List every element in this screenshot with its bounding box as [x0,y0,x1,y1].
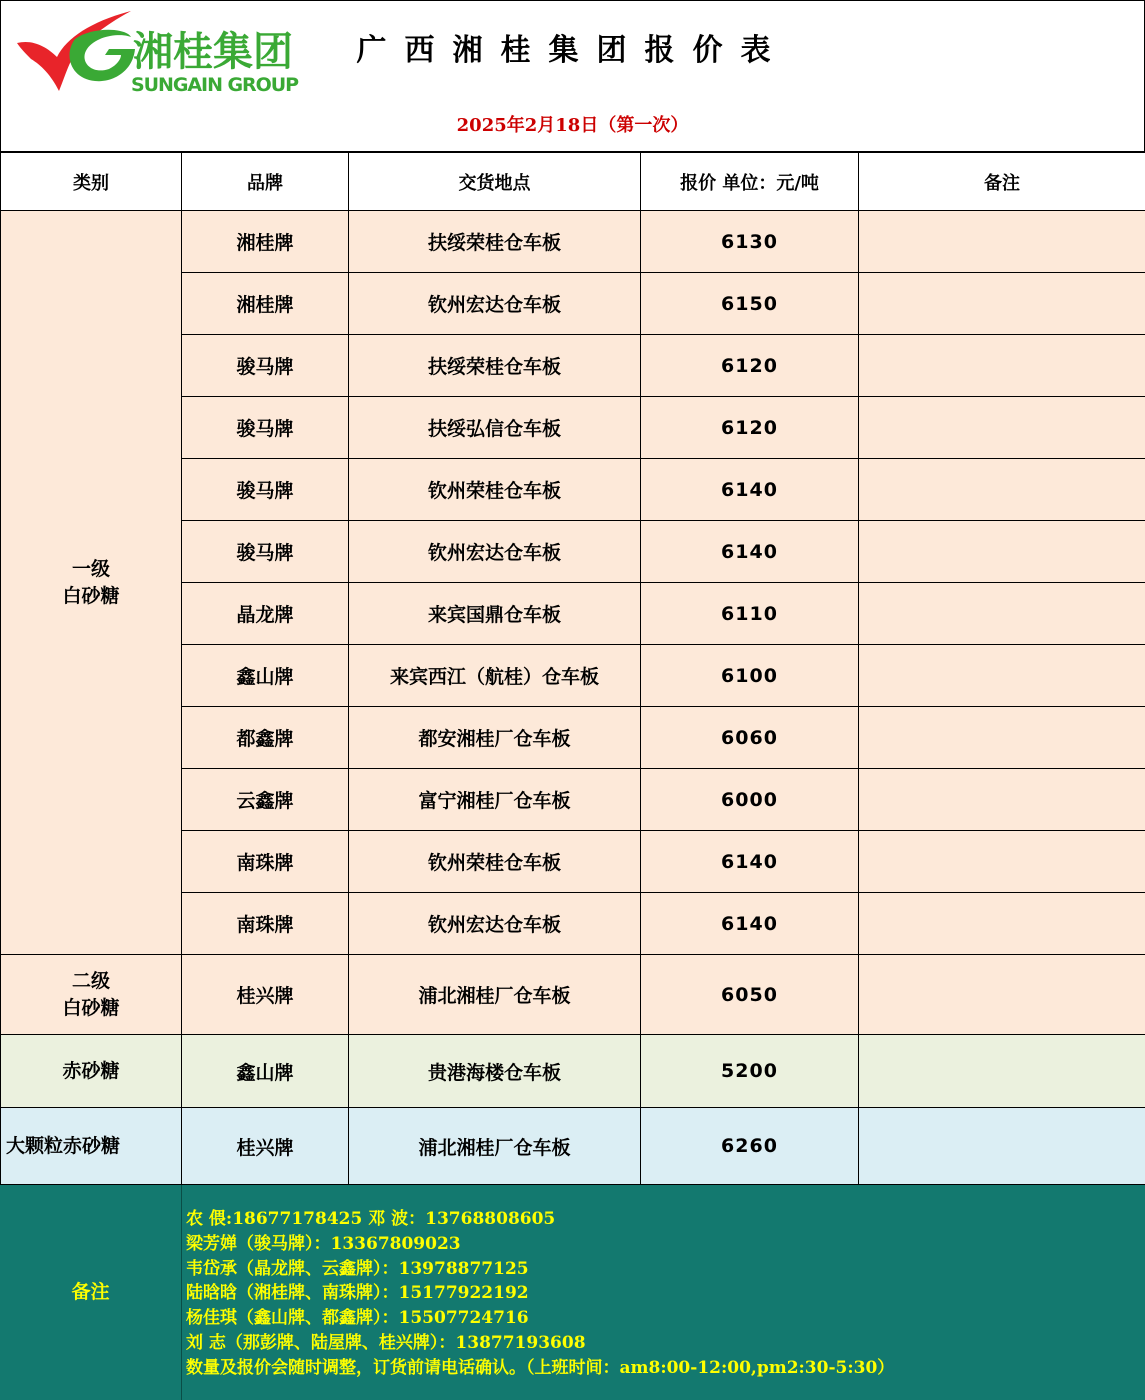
price-cell: 6000 [641,769,859,831]
location-cell: 钦州宏达仓车板 [349,273,641,335]
company-logo [13,9,303,95]
logo-text-en: SUNGAIN GROUP [131,74,299,95]
location-cell: 来宾国鼎仓车板 [349,583,641,645]
price-cell: 6140 [641,831,859,893]
brand-cell: 晶龙牌 [182,583,349,645]
contact-line: 陆晗晗（湘桂牌、南珠牌）：15177922192 [186,1281,1136,1306]
category-grade2 [1,955,182,1035]
price-table [0,152,1145,1185]
location-cell: 钦州宏达仓车板 [349,521,641,583]
header [0,0,1145,102]
note-cell [859,893,1145,955]
column-header-category: 类别 [1,153,182,211]
notice-line: 数量及报价会随时调整，订货前请电话确认。（上班时间：am8:00-12:00,pm2:30-5:30） [186,1356,1136,1381]
location-cell: 扶绥弘信仓车板 [349,397,641,459]
notes-lines [186,1207,1136,1381]
brand-cell: 湘桂牌 [182,273,349,335]
location-cell: 都安湘桂厂仓车板 [349,707,641,769]
note-cell [859,335,1145,397]
location-cell: 浦北湘桂厂仓车板 [349,1108,641,1185]
note-cell [859,769,1145,831]
brand-cell: 鑫山牌 [182,645,349,707]
price-cell: 6120 [641,397,859,459]
brand-cell: 云鑫牌 [182,769,349,831]
price-cell: 6140 [641,893,859,955]
location-cell: 扶绥荣桂仓车板 [349,211,641,273]
brand-cell: 骏马牌 [182,397,349,459]
location-cell: 富宁湘桂厂仓车板 [349,769,641,831]
column-header-price: 报价 单位：元/吨 [641,153,859,211]
column-header-brand: 品牌 [182,153,349,211]
brand-cell: 南珠牌 [182,831,349,893]
page-title: 广西湘桂集团报价表 [301,1,1144,101]
contact-line: 韦岱承（晶龙牌、云鑫牌）：13978877125 [186,1257,1136,1282]
price-cell: 6140 [641,521,859,583]
price-cell: 6150 [641,273,859,335]
brand-cell: 桂兴牌 [182,955,349,1035]
price-cell: 6050 [641,955,859,1035]
location-cell: 贵港海楼仓车板 [349,1035,641,1108]
brand-cell: 都鑫牌 [182,707,349,769]
price-cell: 6260 [641,1108,859,1185]
contact-line: 杨佳琪（鑫山牌、都鑫牌）：15507724716 [186,1306,1136,1331]
table-row [1,211,1145,273]
note-cell [859,1035,1145,1108]
category-grade1 [1,211,182,955]
location-cell: 钦州宏达仓车板 [349,893,641,955]
column-header-location: 交货地点 [349,153,641,211]
category-large-grain-brown-sugar: 大颗粒赤砂糖 [1,1108,182,1185]
price-cell: 6140 [641,459,859,521]
note-cell [859,645,1145,707]
column-header-note: 备注 [859,153,1145,211]
price-cell: 6060 [641,707,859,769]
note-cell [859,831,1145,893]
location-cell: 来宾西江（航桂）仓车板 [349,645,641,707]
brand-cell: 鑫山牌 [182,1035,349,1108]
contact-line: 刘 志（那彭牌、陆屋牌、桂兴牌）：13877193608 [186,1331,1136,1356]
table-header-row [1,153,1145,211]
note-cell [859,459,1145,521]
location-cell: 浦北湘桂厂仓车板 [349,955,641,1035]
note-cell [859,211,1145,273]
note-cell [859,707,1145,769]
brand-cell: 骏马牌 [182,459,349,521]
category-grade2-line2: 白砂糖 [62,997,119,1019]
quote-date: 2025年2月18日（第一次） [0,100,1145,152]
price-cell: 6100 [641,645,859,707]
table-row [1,1108,1145,1185]
price-cell: 6130 [641,211,859,273]
contact-line: 农 偎:18677178425 邓 波：13768808605 [186,1207,1136,1232]
brand-cell: 桂兴牌 [182,1108,349,1185]
note-cell [859,273,1145,335]
location-cell: 钦州荣桂仓车板 [349,831,641,893]
brand-cell: 湘桂牌 [182,211,349,273]
category-grade1-line1: 一级 [72,558,110,580]
table-row [1,955,1145,1035]
note-cell [859,521,1145,583]
brand-cell: 骏马牌 [182,521,349,583]
contact-line: 梁芳婵（骏马牌）：13367809023 [186,1232,1136,1257]
price-cell: 6110 [641,583,859,645]
price-cell: 5200 [641,1035,859,1108]
note-cell [859,397,1145,459]
logo-text-cn: 湘桂集团 [133,29,293,75]
table-row [1,1035,1145,1108]
notes-section [0,1184,1145,1400]
notes-label: 备注 [0,1185,182,1400]
category-grade1-line2: 白砂糖 [62,585,119,607]
brand-cell: 骏马牌 [182,335,349,397]
brand-cell: 南珠牌 [182,893,349,955]
price-cell: 6120 [641,335,859,397]
location-cell: 钦州荣桂仓车板 [349,459,641,521]
category-brown-sugar: 赤砂糖 [1,1035,182,1108]
note-cell [859,583,1145,645]
location-cell: 扶绥荣桂仓车板 [349,335,641,397]
note-cell [859,1108,1145,1185]
category-grade2-line1: 二级 [72,970,110,992]
note-cell [859,955,1145,1035]
